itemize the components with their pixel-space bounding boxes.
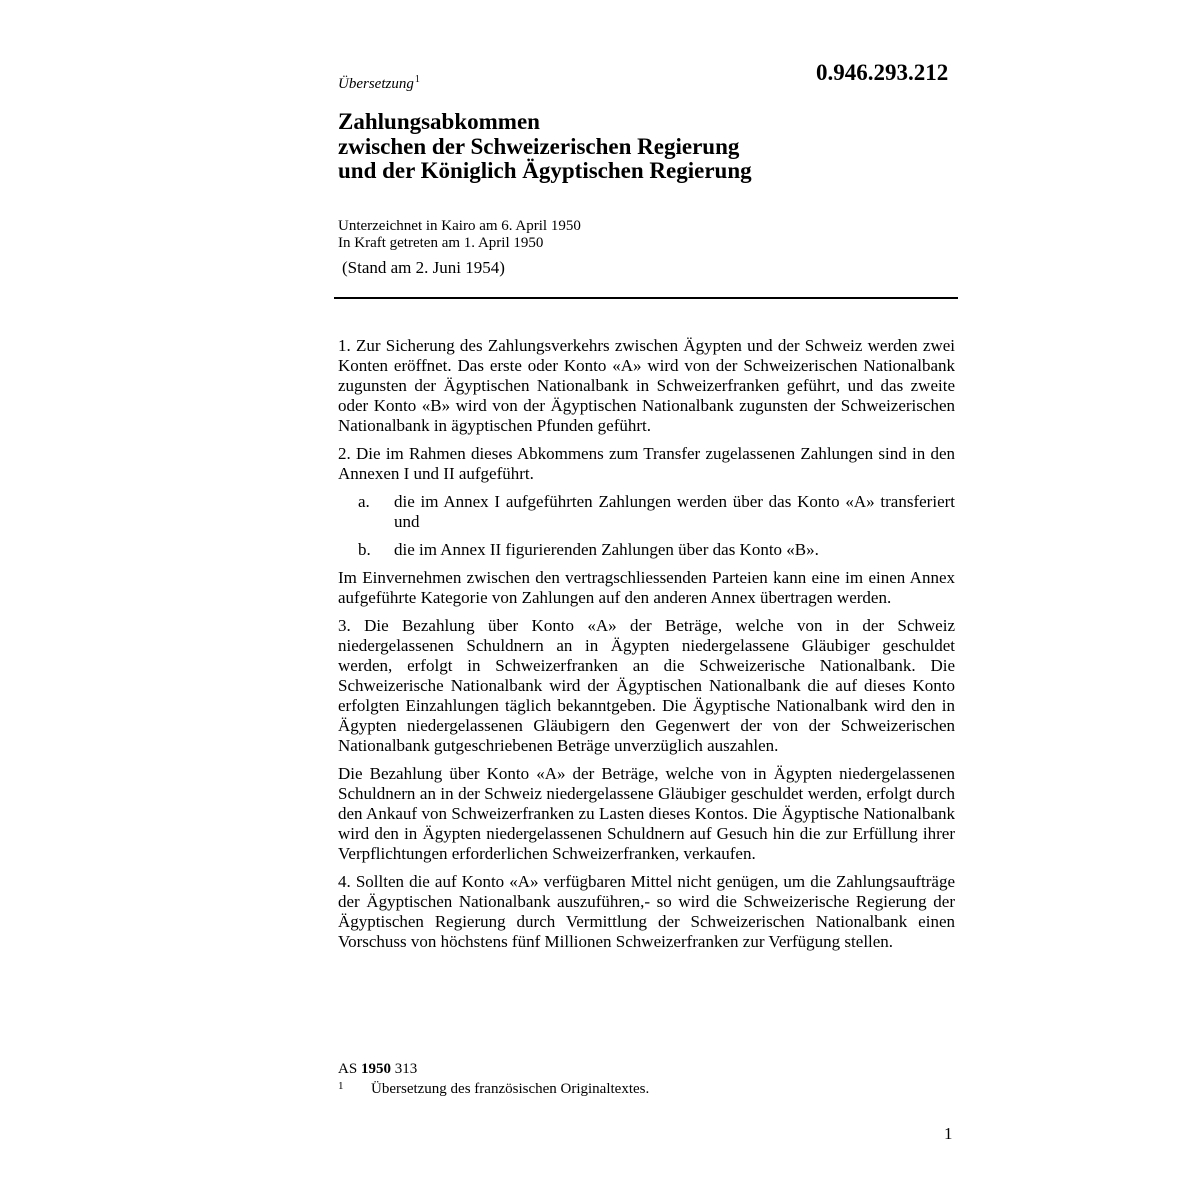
in-force-date: In Kraft getreten am 1. April 1950 bbox=[338, 234, 544, 251]
paragraph-5: Die Bezahlung über Konto «A» der Beträge, welche von in Ägypten niedergelassenen Schuldnern an in der Schweiz niedergelassene Gläubiger geschuldet werden, erfolgt durch den Ankauf von Schweizerfranken zu Lasten dieses Kontos. Die Ägyptische Nationalbank wird den in Ägypten niedergelassenen Schuldnern auf Gesuch hin die zur Erfüllung ihrer Verpflichtungen erforderlichen Schweizerfranken, verkaufen. bbox=[338, 764, 955, 863]
header-divider bbox=[334, 297, 958, 299]
paragraph-1: 1. Zur Sicherung des Zahlungsverkehrs zwischen Ägypten und der Schweiz werden zwei Konten eröffnet. Das erste oder Konto «A» wird von der Schweizerischen Nationalbank zugunsten der Ägyptischen Nationalbank in Schweizerfranken geführt, und das zweite oder Konto «B» wird von der Ägyptischen Nationalbank zugunsten der Schweizerischen Nationalbank in ägyptischen Pfunden geführt. bbox=[338, 336, 955, 435]
document-body bbox=[338, 336, 955, 960]
footnote-ref[interactable]: 1 bbox=[414, 74, 420, 85]
as-year: 1950 bbox=[360, 1061, 391, 1077]
translation-label bbox=[338, 74, 420, 93]
title-line-2: zwischen der Schweizerischen Regierung bbox=[338, 133, 740, 159]
list-item-b bbox=[338, 540, 955, 560]
paragraph-6: 4. Sollten die auf Konto «A» verfügbaren Mittel nicht genügen, um die Zahlungsaufträge der Ägyptischen Nationalbank auszuführen,- so wird die Schweizerische Regierung der Ägyptischen Regierung durch Vermittlung der Schweizerischen Nationalbank einen Vorschuss von höchstens fünf Millionen Schweizerfranken zur Verfügung stellen. bbox=[338, 872, 955, 951]
as-prefix: AS bbox=[338, 1061, 358, 1077]
translation-text: Übersetzung bbox=[338, 76, 414, 92]
as-reference bbox=[338, 1059, 649, 1079]
list-text-a: die im Annex I aufgeführten Zahlungen werden über das Konto «A» transferiert und bbox=[394, 492, 955, 531]
footnotes bbox=[338, 1059, 649, 1099]
list-text-b: die im Annex II figurierenden Zahlungen über das Konto «B». bbox=[394, 540, 819, 559]
sr-number: 0.946.293.212 bbox=[816, 60, 949, 85]
title-line-3: und der Königlich Ägyptischen Regierung bbox=[338, 158, 752, 183]
paragraph-3: Im Einvernehmen zwischen den vertragschliessenden Parteien kann eine im einen Annex aufgeführte Kategorie von Zahlungen auf den anderen Annex übertragen werden. bbox=[338, 568, 955, 607]
footnote-text: Übersetzung des französischen Originaltextes. bbox=[371, 1081, 650, 1097]
page-number: 1 bbox=[944, 1124, 953, 1143]
title-line-1: Zahlungsabkommen bbox=[338, 109, 540, 134]
paragraph-4: 3. Die Bezahlung über Konto «A» der Beträge, welche von in der Schweiz niedergelassenen Schuldnern an in Ägypten niedergelassene Gläubiger geschuldet werden, erfolgt in Schweizerfranken an die Schweizerische Nationalbank. Die Schweizerische Nationalbank wird der Ägyptischen Nationalbank die auf dieses Konto erfolgten Einzahlungen täglich bekanntgeben. Die Ägyptische Nationalbank wird den in Ägypten niedergelassenen Gläubigern den Gegenwert der von der Schweizerischen Nationalbank gutgeschriebenen Beträge unverzüglich auszahlen. bbox=[338, 616, 955, 755]
document-title bbox=[338, 110, 752, 184]
list-item-a bbox=[338, 492, 955, 532]
status-date: (Stand am 2. Juni 1954) bbox=[342, 258, 505, 277]
list-label-b: b. bbox=[358, 540, 371, 559]
footnote-1 bbox=[338, 1079, 649, 1099]
list-label-a: a. bbox=[358, 492, 370, 511]
footnote-number: 1 bbox=[338, 1080, 344, 1092]
document-meta bbox=[338, 218, 581, 251]
paragraph-2: 2. Die im Rahmen dieses Abkommens zum Transfer zugelassenen Zahlungen sind in den Annexen I und II aufgeführt. bbox=[338, 444, 955, 483]
signed-date: Unterzeichnet in Kairo am 6. April 1950 bbox=[338, 218, 581, 234]
as-page: 313 bbox=[394, 1061, 418, 1077]
